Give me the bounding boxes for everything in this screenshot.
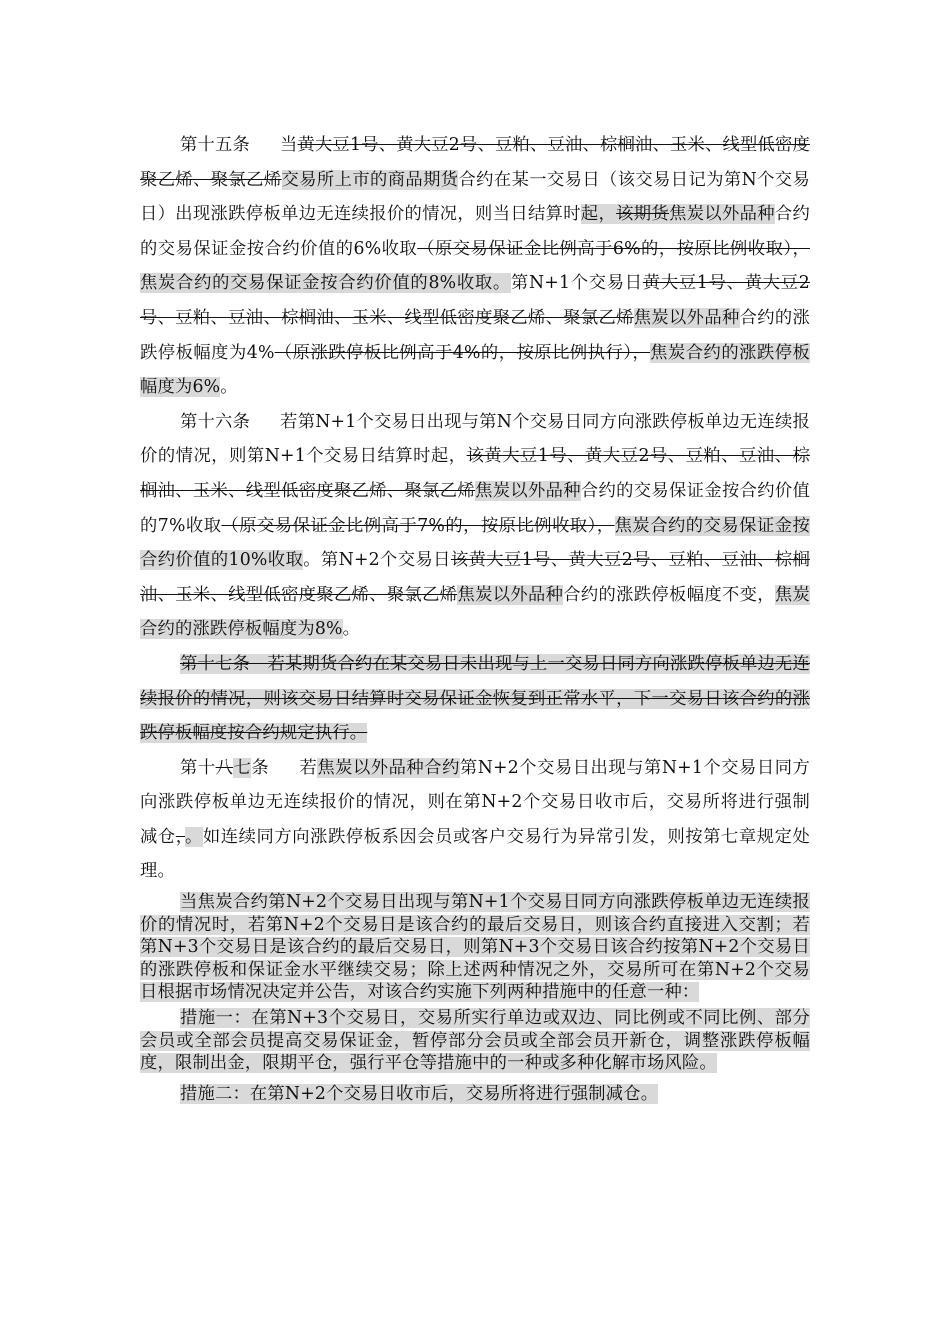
article-17: 第十八七条 若焦炭以外品种合约第N+2个交易日出现与第N+1个交易日同方向涨跌停板单边无连续报价的情况，则在第N+2个交易日收市后，交易所将进行强制减仓，。如连续同方向涨跌停板系因会员或客户交易行为异常引发，则按第七章规定处理。 [140, 757, 811, 882]
article-15-label: 第十五条 [180, 135, 251, 155]
article-15: 第十五条 当黄大豆1号、黄大豆2号、豆粕、豆油、棕榈油、玉米、线型低密度聚乙烯、聚氯乙烯交易所上市的商品期货合约在某一交易日（该交易日记为第N个交易日）出现涨跌停板单边无连续报价的情况，则当日结算时起，该期货焦炭以外品种合约的交易保证金按合约价值的6%收取（原交易保证金比例高于6%的，按原比例收取），焦炭合约的交易保证金按合约价值的8%收取。第N+1个交易日黄大豆1号、黄大豆2号、豆粕、豆油、棕榈油、玉米、线型低密度聚乙烯、聚氯乙烯焦炭以外品种合约的涨跌停板幅度为4%（原涨跌停板比例高于4%的，按原比例执行），焦炭合约的涨跌停板幅度为6%。 [140, 135, 810, 398]
article-17-label: 第十八七条 [180, 757, 270, 778]
article-16: 第十六条 若第N+1个交易日出现与第N个交易日同方向涨跌停板单边无连续报价的情况，则第N+1个交易日结算时起，该黄大豆1号、黄大豆2号、豆粕、豆油、棕榈油、玉米、线型低密度聚乙烯、聚氯乙烯焦炭以外品种合约的交易保证金按合约价值的7%收取（原交易保证金比例高于7%的，按原比例收取），焦炭合约的交易保证金按合约价值的10%收取。第N+2个交易日该黄大豆1号、黄大豆2号、豆粕、豆油、棕榈油、玉米、线型低密度聚乙烯、聚氯乙烯焦炭以外品种合约的涨跌停板幅度不变，焦炭合约的涨跌停板幅度为8%。 [140, 411, 811, 640]
measure-one: 措施一：在第N+3个交易日，交易所实行单边或双边、同比例或不同比例、部分会员或全部会员提高交易保证金，暂停部分会员或全部会员开新仓，调整涨跌停板幅度，限制出金，限期平仓，强行平仓等措施中的一种或多种化解市场风险。 [140, 1008, 810, 1074]
article-16-label: 第十六条 [180, 411, 251, 432]
coke-paragraph: 当焦炭合约第N+2个交易日出现与第N+1个交易日同方向涨跌停板单边无连续报价的情况时，若第N+2个交易日是该合约的最后交易日，则该合约直接进入交割；若第N+3个交易日是该合约的最后交易日，则第N+3个交易日该合约按第N+2个交易日的涨跌停板和保证金水平继续交易；除上述两种情况之外，交易所可在第N+2个交易日根据市场情况决定并公告，对该合约实施下列两种措施中的任意一种： [140, 892, 810, 1003]
measure-two: 措施二：在第N+2个交易日收市后，交易所将进行强制减仓。 [180, 1083, 659, 1104]
document-page [140, 128, 810, 1111]
article-17-deleted: 第十七条 若某期货合约在某交易日未出现与上一交易日同方向涨跌停板单边无连续报价的情况，则该交易日结算时交易保证金恢复到正常水平，下一交易日该合约的涨跌停板幅度按合约规定执行。 [140, 653, 810, 744]
